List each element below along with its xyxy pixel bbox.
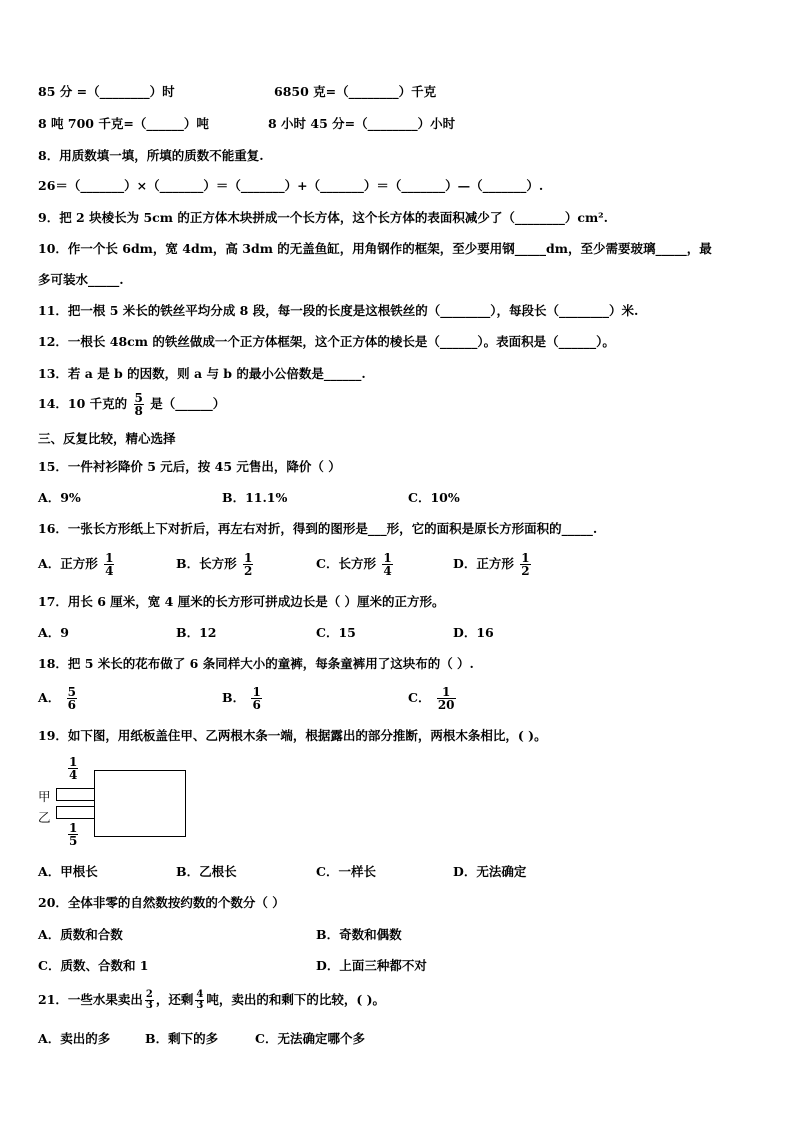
question-9: 9．把 2 块棱长为 5cm 的正方体木块拼成一个长方体，这个长方体的表面积减少了（________）cm². <box>38 210 609 225</box>
question-21: 21．一些水果卖出 $\frac{2}{3}$ ，还剩 $\frac{4}{3}$ 吨，卖出的和剩下的比较，( )。 <box>38 989 386 1011</box>
strip-yi <box>56 806 96 819</box>
q18-option-b[interactable]: B． $\frac{1}{6}$ <box>222 685 261 712</box>
conversion-tons: 8 吨 700 千克=（______）吨 <box>38 116 209 131</box>
fraction-1-2: $\frac{1}{2}$ <box>243 551 253 578</box>
question-18: 18．把 5 米长的花布做了 6 条同样大小的童裤，每条童裤用了这块布的（ ）. <box>38 656 474 671</box>
q19-option-c[interactable]: C．一样长 <box>316 864 376 879</box>
q16-option-b[interactable]: B．长方形 $\frac{1}{2}$ <box>176 551 253 578</box>
q18-option-c[interactable]: C． $\frac{1}{20}$ <box>408 685 455 712</box>
fraction-1-2: $\frac{1}{2}$ <box>521 551 530 578</box>
q20-option-d[interactable]: D．上面三种都不对 <box>316 958 427 973</box>
q19-option-b[interactable]: B．乙根长 <box>176 864 237 879</box>
conversion-hours-2: 8 小时 45 分=（________）小时 <box>268 116 456 131</box>
q15-option-c[interactable]: C．10% <box>408 490 460 505</box>
q17-option-a[interactable]: A．9 <box>38 625 69 640</box>
conversion-hours: 85 分 =（________）时 <box>38 84 175 99</box>
question-14-suffix: 是（______） <box>150 396 226 411</box>
q19-option-d[interactable]: D．无法确定 <box>453 864 527 879</box>
label-jia: 甲 <box>38 789 51 804</box>
question-11: 11．把一根 5 米长的铁丝平均分成 8 段，每一段的长度是这根铁丝的（________），每段长（________）米. <box>38 303 639 318</box>
question-14-prefix: 14．10 千克的 <box>38 396 128 411</box>
q20-option-b[interactable]: B．奇数和偶数 <box>316 927 402 942</box>
fraction-1-4: $\frac{1}{4}$ <box>383 551 392 578</box>
q15-option-a[interactable]: A．9% <box>38 490 81 505</box>
q17-option-b[interactable]: B．12 <box>176 625 217 640</box>
fraction-1-20: $\frac{1}{20}$ <box>437 685 455 712</box>
q20-option-c[interactable]: C．质数、合数和 1 <box>38 958 149 973</box>
q16-option-d[interactable]: D．正方形 $\frac{1}{2}$ <box>453 551 530 578</box>
q17-option-d[interactable]: D．16 <box>453 625 494 640</box>
q16-option-a[interactable]: A．正方形 $\frac{1}{4}$ <box>38 551 114 578</box>
strip-jia <box>56 788 96 801</box>
question-17: 17．用长 6 厘米，宽 4 厘米的长方形可拼成边长是（ ）厘米的正方形。 <box>38 594 445 609</box>
fraction-2-3: $\frac{2}{3}$ <box>145 989 153 1011</box>
fraction-5-8: $\frac{5}{8}$ <box>134 391 143 418</box>
question-8: 8．用质数填一填，所填的质数不能重复. <box>38 148 264 163</box>
question-20: 20．全体非零的自然数按约数的个数分（ ） <box>38 895 285 910</box>
q20-option-a[interactable]: A．质数和合数 <box>38 927 123 942</box>
q19-option-a[interactable]: A．甲根长 <box>38 864 98 879</box>
conversion-kilograms: 6850 克=（________）千克 <box>274 84 437 99</box>
q21-option-a[interactable]: A．卖出的多 <box>38 1031 111 1046</box>
fraction-1-4: $\frac{1}{4}$ <box>105 551 114 578</box>
wood-strips-figure <box>36 756 196 852</box>
question-13: 13．若 a 是 b 的因数，则 a 与 b 的最小公倍数是______. <box>38 366 366 381</box>
question-10-line-1: 10．作一个长 6dm，宽 4dm，高 3dm 的无盖鱼缸，用角钢作的框架，至少要用钢_____dm，至少需要玻璃_____，最 <box>38 241 712 256</box>
q15-option-b[interactable]: B．11.1% <box>222 490 288 505</box>
question-8-formula: 26＝（_______）×（_______）＝（_______）+（_______）＝（_______）—（_______）. <box>38 178 544 193</box>
question-14 <box>38 392 225 417</box>
question-16: 16．一张长方形纸上下对折后，再左右对折，得到的图形是___形，它的面积是原长方形面积的_____. <box>38 521 598 536</box>
label-yi: 乙 <box>38 810 51 825</box>
question-19: 19．如下图，用纸板盖住甲、乙两根木条一端，根据露出的部分推断，两根木条相比，( )。 <box>38 728 547 743</box>
q21-option-c[interactable]: C．无法确定哪个多 <box>255 1031 365 1046</box>
fraction-1-6: $\frac{1}{6}$ <box>252 685 261 712</box>
fraction-5-6: $\frac{5}{6}$ <box>67 685 76 712</box>
q21-option-b[interactable]: B．剩下的多 <box>145 1031 219 1046</box>
q17-option-c[interactable]: C．15 <box>316 625 356 640</box>
q16-option-c[interactable]: C．长方形 $\frac{1}{4}$ <box>316 551 392 578</box>
question-15: 15．一件衬衫降价 5 元后，按 45 元售出，降价（ ） <box>38 459 341 474</box>
question-10-line-2: 多可装水_____. <box>38 272 124 287</box>
section-3-heading: 三、反复比较，精心选择 <box>38 431 176 446</box>
fraction-1-4-label: $\frac{1}{4}$ <box>69 755 78 782</box>
fraction-4-3: $\frac{4}{3}$ <box>196 989 204 1011</box>
question-12: 12．一根长 48cm 的铁丝做成一个正方体框架，这个正方体的棱长是（______）。表面积是（______）。 <box>38 334 615 349</box>
cardboard <box>94 770 186 837</box>
fraction-1-5-label: $\frac{1}{5}$ <box>69 821 78 848</box>
q18-option-a[interactable]: A． $\frac{5}{6}$ <box>38 685 76 712</box>
